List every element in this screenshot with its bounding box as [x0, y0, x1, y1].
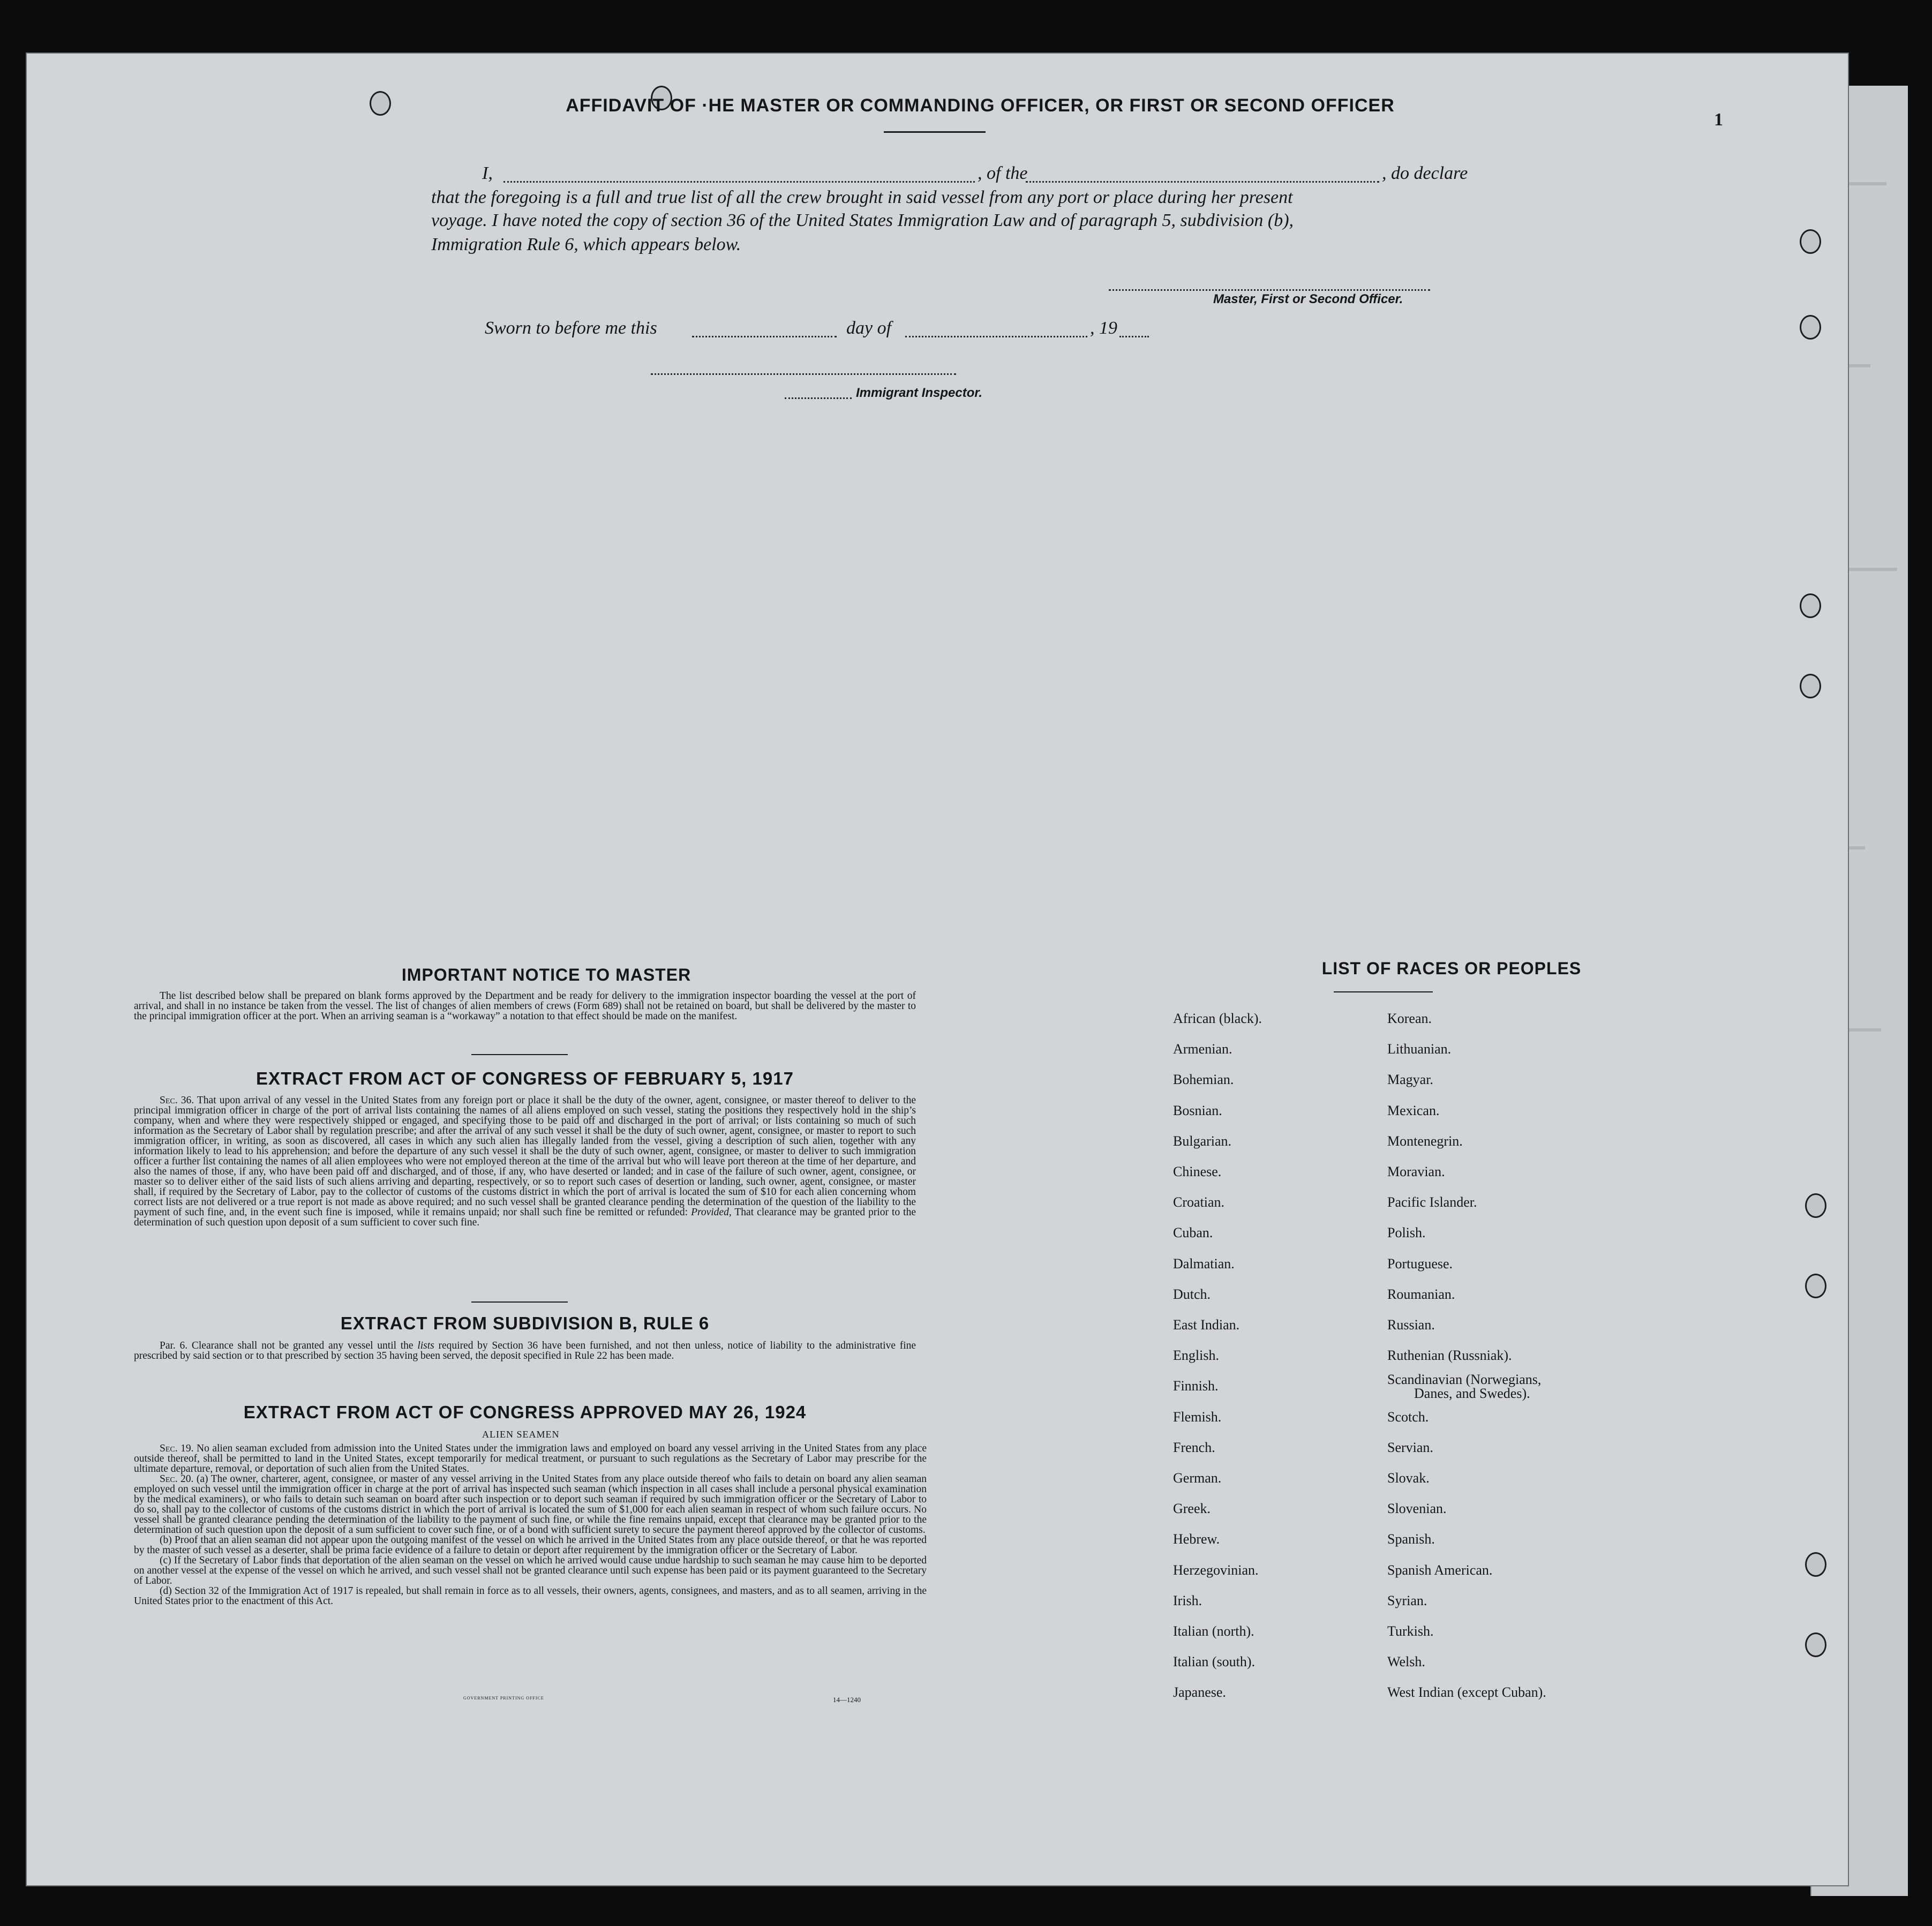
inspector-name-field[interactable] — [785, 397, 852, 399]
race-item: Japanese. — [1173, 1684, 1226, 1701]
punch-hole — [1805, 1552, 1826, 1577]
race-item: Welsh. — [1387, 1654, 1425, 1670]
race-item: Italian (north). — [1173, 1623, 1254, 1639]
race-item: Bosnian. — [1173, 1102, 1222, 1118]
master-signature-label: Master, First or Second Officer. — [1213, 292, 1403, 306]
sec-36-text: That upon arrival of any vessel in the United States from any foreign port or place it shall be the duty of the owner, agent, consignee, or master thereof to deliver to the principal immigration officer in charge of the port of arrival lists containing the names of all aliens employed on such vessel, stating the positions they respectively hold in the ship’s company, when and where they were respectively shipped or engaged, and specifying those to be paid off and discharged in the port of arrival; or lists containing so much of such information as the Secretary of Labor shall by regulation prescribe; and after the arrival of any such vessel it shall be the duty of such owner, agent, consignee, or master to report to such immigration officer, in writing, as soon as discovered, all cases in which any such alien has illegally landed from the vessel, giving a description of such alien, together with any information likely to lead to his apprehension; and before the departure of any such vessel it shall be the duty of such owner, agent, consignee, or master to deliver to such immigration officer a further list containing the names of all alien employees who were not employed thereon at the time of the arrival but who will leave port thereon at the time of her departure, and also the names of those, if any, who have been paid off and discharged, and of those, if any, who have deserted or landed; and in case of the failure of such owner, agent, consignee, or master so to deliver either of the said lists of such aliens arriving and departing, respectively, or so to report such cases of desertion or landing, such owner, agent, consignee, or master shall, if required by the Secretary of Labor, pay to the collector of customs of the customs district in which the port of arrival is located the sum of $10 for each alien concerning whom correct lists are not delivered or a true report is not made as above required; and no such vessel shall be granted clearance pending the determination of the question of the liability to the payment of such fine, and, in the event such fine is imposed, while it remains unpaid; nor shall such fine be remitted or refunded: — [134, 1095, 916, 1218]
race-item: Scandinavian (Norwegians, — [1387, 1372, 1542, 1388]
race-item: Chinese. — [1173, 1164, 1222, 1179]
proviso-word: Provided, — [691, 1207, 732, 1218]
race-item: French. — [1173, 1439, 1215, 1455]
races-title-rule — [1334, 991, 1433, 992]
race-item: Pacific Islander. — [1387, 1194, 1477, 1210]
affidavit-line-3: voyage. I have noted the copy of section 36 of the United States Immigration Law and of paragraph 5, subdivision (b), — [431, 210, 1294, 230]
affidavit-title-rule — [884, 131, 986, 133]
punch-hole — [1805, 1632, 1826, 1657]
punch-hole — [1805, 1274, 1826, 1298]
race-item: Croatian. — [1173, 1194, 1225, 1210]
race-item: Finnish. — [1173, 1378, 1219, 1394]
printer-imprint: GOVERNMENT PRINTING OFFICE — [463, 1696, 544, 1701]
sworn-year-field[interactable] — [1119, 336, 1149, 337]
race-item: Dalmatian. — [1173, 1255, 1235, 1272]
extract-1917-rule — [471, 1301, 568, 1303]
inspector-signature-field[interactable] — [651, 373, 956, 375]
race-item: Portuguese. — [1387, 1255, 1453, 1272]
race-item: Roumanian. — [1387, 1286, 1455, 1302]
day-of-label: day of — [846, 318, 892, 338]
form-number: 14—1240 — [833, 1696, 861, 1704]
race-item: German. — [1173, 1470, 1222, 1486]
race-item: Greek. — [1173, 1501, 1211, 1517]
race-item: Spanish. — [1387, 1531, 1435, 1547]
race-item: Ruthenian (Russniak). — [1387, 1348, 1512, 1364]
race-item: Spanish American. — [1387, 1562, 1493, 1578]
sec-36-label: Sec. 36. — [160, 1095, 194, 1106]
inspector-label: Immigrant Inspector. — [856, 386, 983, 400]
rule-6-title: EXTRACT FROM SUBDIVISION B, RULE 6 — [340, 1313, 710, 1333]
race-item: African (black). — [1173, 1011, 1262, 1026]
race-item: Scotch. — [1387, 1409, 1429, 1425]
race-item: Flemish. — [1173, 1409, 1222, 1425]
race-item: Servian. — [1387, 1439, 1433, 1455]
race-item: Cuban. — [1173, 1225, 1213, 1241]
race-item: Montenegrin. — [1387, 1133, 1463, 1149]
affidavit-of-the: , of the — [978, 163, 1028, 183]
sworn-label: Sworn to before me this — [485, 318, 657, 338]
race-item: Syrian. — [1387, 1592, 1427, 1608]
vessel-name-field[interactable] — [1026, 181, 1379, 183]
punch-hole — [1800, 229, 1821, 254]
race-item: Italian (south). — [1173, 1654, 1256, 1670]
race-item: Irish. — [1173, 1592, 1202, 1608]
race-item: Bohemian. — [1173, 1072, 1234, 1088]
affidavit-line-4: Immigration Rule 6, which appears below. — [431, 235, 741, 254]
race-item: Hebrew. — [1173, 1531, 1220, 1547]
race-item: Herzegovinian. — [1173, 1562, 1259, 1578]
affidavit-declare: , do declare — [1382, 163, 1468, 183]
race-item: Slovenian. — [1387, 1501, 1447, 1517]
proviso-text: That clearance may be granted prior to the determination of such question upon deposit of a sum sufficient to cover such fine. — [134, 1207, 916, 1228]
affidavit-i: I, — [482, 163, 493, 183]
notice-rule — [471, 1054, 568, 1055]
punch-hole — [1800, 315, 1821, 340]
race-item: Korean. — [1387, 1011, 1432, 1026]
race-item: Armenian. — [1173, 1041, 1232, 1057]
races-title: LIST OF RACES OR PEOPLES — [1321, 959, 1582, 978]
extract-1924-title: EXTRACT FROM ACT OF CONGRESS APPROVED MAY 26, 1924 — [243, 1402, 807, 1422]
affidavit-line-2: that the foregoing is a full and true list of all the crew brought in said vessel from any port or place during her present — [431, 187, 1293, 207]
form-page — [27, 54, 1848, 1885]
race-item: Lithuanian. — [1387, 1041, 1452, 1057]
alien-seamen-subtitle: ALIEN SEAMEN — [482, 1429, 560, 1440]
extract-1917-body — [134, 1095, 916, 1228]
notice-title: IMPORTANT NOTICE TO MASTER — [401, 965, 691, 984]
extract-1924-body: Sec. 19. No alien seaman excluded from admission into the United States under the immigration laws and employed on board any vessel arriving in the United States from any place outside thereof, shall be permitted to land in the United States, except temporarily for medical treatment, or pursuant to such regulations as the Secretary of Labor may prescribe for the ultimate departure, removal, or deportation of such alien from the United States. Sec. 20. (a) The owner, charterer, agent, consignee, or master of any vessel arriving in the United States from any place outside thereof who fails to detain on board any alien seaman employed on such vessel until the immigration officer in charge at the port of arrival has inspected such seaman (which inspection in all cases shall include a personal physical examination by the medical examiners), or who fails to detain such seaman on board after such inspection or to deport such seaman if required by such immigration officer or the Secretary of Labor to do so, shall pay to the collector of customs of the customs district in which the port of arrival is located the sum of $1,000 for each alien seaman in respect of whom such failure occurs. No vessel shall be granted clearance pending the determination of the liability to the payment of such fine, or while the fine remains unpaid, except that clearance may be granted prior to the determination of such question upon the deposit of a sum sufficient to cover such fine, or of a bond with sufficient surety to secure the payment thereof approved by the collector of customs. (b) Proof that an alien seaman did not appear upon the outgoing manifest of the vessel on which he arrived in the United States from any place outside thereof, or that he was reported by the master of such vessel as a deserter, shall be prima facie evidence of a failure to detain or deport after requirement by the immigration officer or the Secretary of Labor. (c) If the Secretary of Labor finds that deportation of the alien seaman on the vessel on which he arrived would cause undue hardship to such seaman he may cause him to be deported on another vessel at the expense of the vessel on which he arrived, and such vessel shall not be granted clearance until such expense has been paid or its payment guaranteed to the Secretary of Labor. (d) Section 32 of the Immigration Act of 1917 is repealed, but shall remain in force as to all vessels, their owners, agents, consignees, and masters, and as to all seamen, arriving in the United States prior to the enactment of this Act. — [134, 1443, 927, 1607]
race-item: Magyar. — [1387, 1072, 1433, 1088]
corner-mark: 1 — [1714, 110, 1723, 130]
race-item: Slovak. — [1387, 1470, 1430, 1486]
sworn-day-field[interactable] — [692, 336, 837, 337]
punch-hole — [1805, 1193, 1826, 1218]
race-item: East Indian. — [1173, 1317, 1240, 1333]
punch-hole — [370, 91, 391, 116]
punch-hole — [1800, 674, 1821, 698]
race-item: Dutch. — [1173, 1286, 1211, 1302]
race-item: Russian. — [1387, 1317, 1435, 1333]
race-item: Polish. — [1387, 1225, 1426, 1241]
sworn-month-field[interactable] — [905, 336, 1087, 337]
extract-1917-title: EXTRACT FROM ACT OF CONGRESS OF FEBRUARY 5, 1917 — [256, 1069, 794, 1088]
race-item: English. — [1173, 1348, 1219, 1364]
master-signature-field[interactable] — [1109, 289, 1430, 291]
year-prefix: , 19 — [1090, 318, 1117, 338]
race-item-continuation: Danes, and Swedes). — [1414, 1386, 1530, 1402]
notice-body: The list described below shall be prepared on blank forms approved by the Department and be ready for delivery to the immigration inspector boarding the vessel at the port of arrival, and shall in no instance be taken from the vessel. The list of changes of alien members of crews (Form 689) shall not be retained on board, but shall be delivered by the master to the principal immigration officer at the port. When an arriving seaman is a “workaway” a notation to that effect should be made on the manifest. — [134, 990, 916, 1022]
master-name-field[interactable] — [503, 181, 975, 183]
race-item: Turkish. — [1387, 1623, 1434, 1639]
race-item: Moravian. — [1387, 1164, 1445, 1179]
race-item: Mexican. — [1387, 1102, 1440, 1118]
punch-hole — [1800, 593, 1821, 618]
rule-6-body: Par. 6. Clearance shall not be granted any vessel until the lists required by Section 36 have been furnished, and not then unless, notice of liability to the administrative fine prescribed by said section or to that prescribed by section 35 having been served, the deposit specified in Rule 22 has been made. — [134, 1340, 916, 1361]
race-item: Bulgarian. — [1173, 1133, 1232, 1149]
affidavit-title: AFFIDAVIT OF ·HE MASTER OR COMMANDING OFFICER, OR FIRST OR SECOND OFFICER — [566, 95, 1395, 116]
race-item: West Indian (except Cuban). — [1387, 1684, 1546, 1701]
